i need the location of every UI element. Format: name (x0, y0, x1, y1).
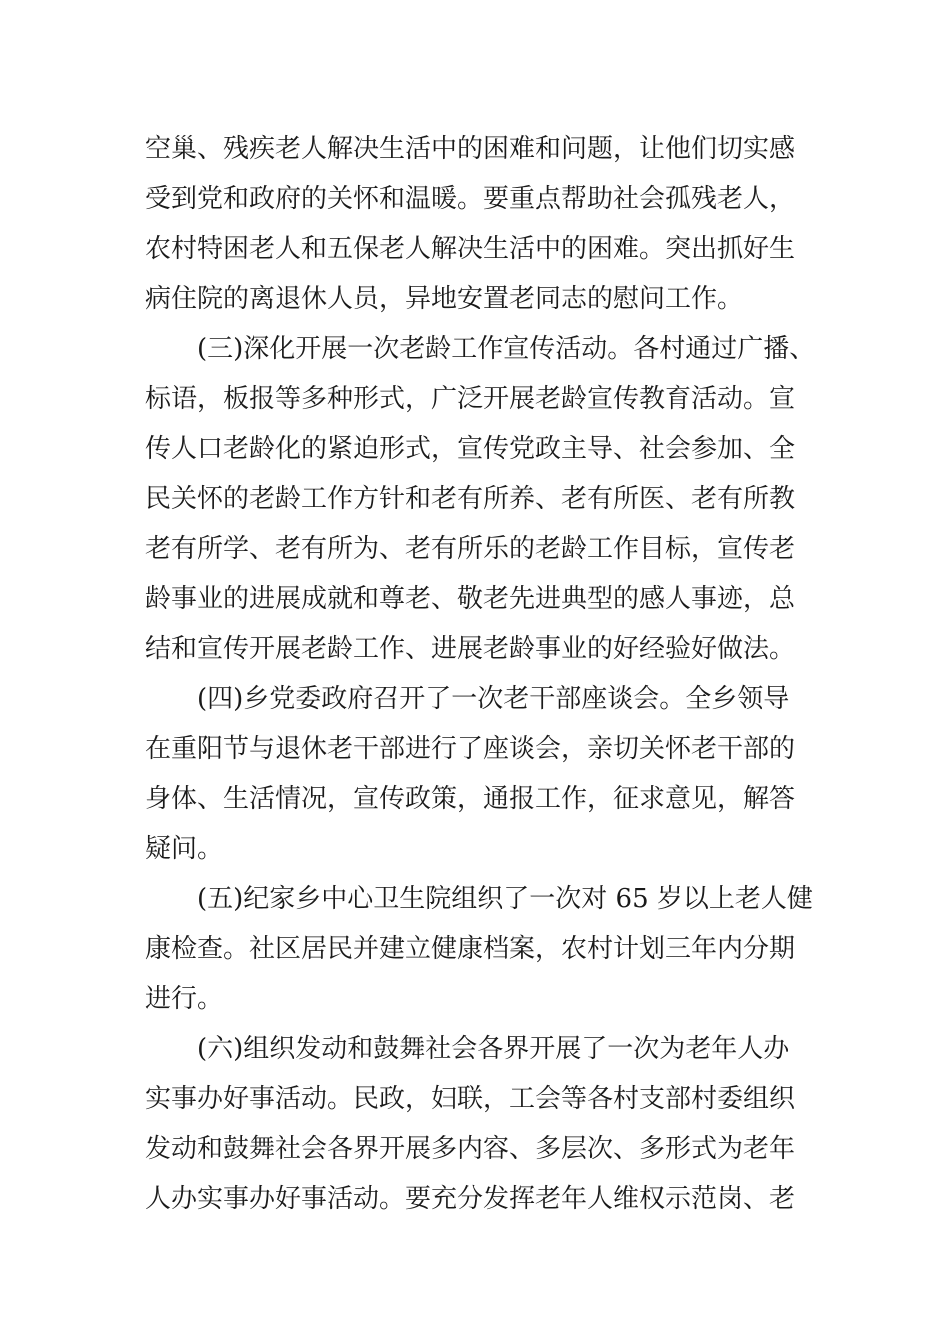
text-line: 结和宣传开展老龄工作、进展老龄事业的好经验好做法。 (145, 634, 796, 664)
document-body (145, 124, 816, 1224)
paragraph-start-line: (五)纪家乡中心卫生院组织了一次对 65 岁以上老人健 (197, 884, 813, 914)
text-line: 在重阳节与退休老干部进行了座谈会，亲切关怀老干部的 (145, 734, 796, 764)
text-line: 老有所学、老有所为、老有所乐的老龄工作目标，宣传老 (145, 534, 796, 564)
text-line: 受到党和政府的关怀和温暖。要重点帮助社会孤残老人， (145, 184, 796, 214)
text-line: 民关怀的老龄工作方针和老有所养、老有所医、老有所教 (145, 484, 796, 514)
text-line: 龄事业的进展成就和尊老、敬老先进典型的感人事迹，总 (145, 584, 796, 614)
text-line: 空巢、残疾老人解决生活中的困难和问题，让他们切实感 (145, 134, 796, 164)
text-line: 标语，板报等多种形式，广泛开展老龄宣传教育活动。宣 (145, 384, 796, 414)
text-line: 进行。 (145, 984, 224, 1014)
text-line: 传人口老龄化的紧迫形式，宣传党政主导、社会参加、全 (145, 434, 796, 464)
paragraph-start-line: (三)深化开展一次老龄工作宣传活动。各村通过广播、 (197, 334, 816, 364)
text-line: 疑问。 (145, 834, 224, 864)
text-line: 身体、生活情况，宣传政策，通报工作，征求意见，解答 (145, 784, 796, 814)
text-line: 农村特困老人和五保老人解决生活中的困难。突出抓好生 (145, 234, 796, 264)
text-line: 病住院的离退休人员，异地安置老同志的慰问工作。 (145, 284, 744, 314)
text-line: 康检查。社区居民并建立健康档案，农村计划三年内分期 (145, 934, 796, 964)
text-line: 实事办好事活动。民政，妇联，工会等各村支部村委组织 (145, 1084, 796, 1114)
text-line: 发动和鼓舞社会各界开展多内容、多层次、多形式为老年 (145, 1134, 796, 1164)
paragraph-start-line: (六)组织发动和鼓舞社会各界开展了一次为老年人办 (197, 1034, 790, 1064)
paragraph-start-line: (四)乡党委政府召开了一次老干部座谈会。全乡领导 (197, 684, 790, 714)
text-line: 人办实事办好事活动。要充分发挥老年人维权示范岗、老 (145, 1184, 796, 1214)
